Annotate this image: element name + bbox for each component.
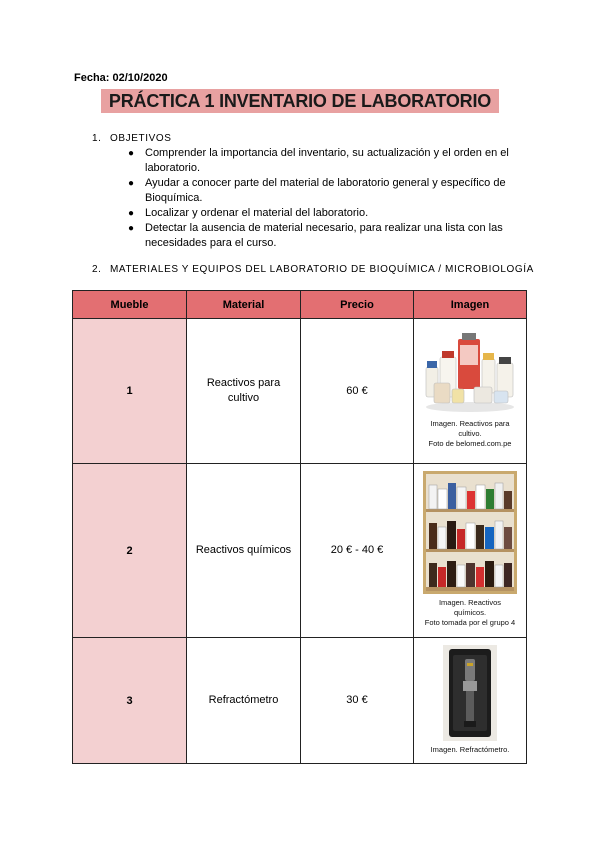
cell-material: Refractómetro — [187, 638, 301, 764]
table-row — [73, 319, 527, 464]
bullet-icon: ● — [128, 223, 135, 234]
cell-material: Reactivos químicos — [187, 464, 301, 638]
list-item: ● Ayudar a conocer parte del material de laboratorio general y específico de Bioquímica. — [128, 177, 506, 204]
table-row — [73, 464, 527, 638]
reagent-bottles-photo — [422, 331, 518, 415]
cell-mueble: 3 — [73, 638, 187, 764]
bullet-icon: ● — [128, 148, 135, 159]
cell-mueble: 1 — [73, 319, 187, 464]
bullet-icon: ● — [128, 178, 135, 189]
section-objetivos-heading — [92, 133, 172, 144]
table-row — [73, 638, 527, 764]
section-title: MATERIALES Y EQUIPOS DEL LABORATORIO DE BIOQUÍMICA / MICROBIOLOGÍA — [110, 264, 534, 275]
inventory-table — [72, 290, 527, 764]
cell-imagen — [414, 319, 527, 464]
list-item: ● Comprender la importancia del inventario, su actualización y el orden en el laboratorio. — [128, 147, 509, 174]
section-number: 2. — [92, 264, 102, 275]
column-header-imagen: Imagen — [414, 291, 527, 319]
cell-mueble: 2 — [73, 464, 187, 638]
column-header-precio: Precio — [301, 291, 414, 319]
cell-precio: 60 € — [301, 319, 414, 464]
cell-imagen — [414, 464, 527, 638]
page-title: PRÁCTICA 1 INVENTARIO DE LABORATORIO — [101, 89, 499, 113]
table-header-row — [73, 291, 527, 319]
list-item: ● Localizar y ordenar el material del laboratorio. — [128, 207, 369, 219]
image-caption: Imagen. Reactivos para cultivo. Foto de belomed.com.pe — [428, 419, 512, 448]
column-header-mueble: Mueble — [73, 291, 187, 319]
cell-imagen — [414, 638, 527, 764]
section-title: OBJETIVOS — [110, 133, 172, 144]
cell-precio: 30 € — [301, 638, 414, 764]
list-item: ● Detectar la ausencia de material necesario, para realizar una lista con las necesidades para el curso. — [128, 222, 503, 249]
cell-material: Reactivos para cultivo — [187, 319, 301, 464]
image-caption: Imagen. Refractómetro. — [430, 744, 510, 754]
chemical-shelf-photo — [423, 471, 517, 594]
bullet-icon: ● — [128, 208, 135, 219]
column-header-material: Material — [187, 291, 301, 319]
section-number: 1. — [92, 133, 102, 144]
objectives-list — [128, 146, 528, 251]
date-label: Fecha: 02/10/2020 — [74, 72, 168, 84]
image-caption: Imagen. Reactivos químicos. Foto tomada por el grupo 4 — [424, 598, 516, 627]
cell-precio: 20 € - 40 € — [301, 464, 414, 638]
refractometer-photo — [443, 645, 497, 741]
section-materiales-heading — [92, 264, 534, 275]
